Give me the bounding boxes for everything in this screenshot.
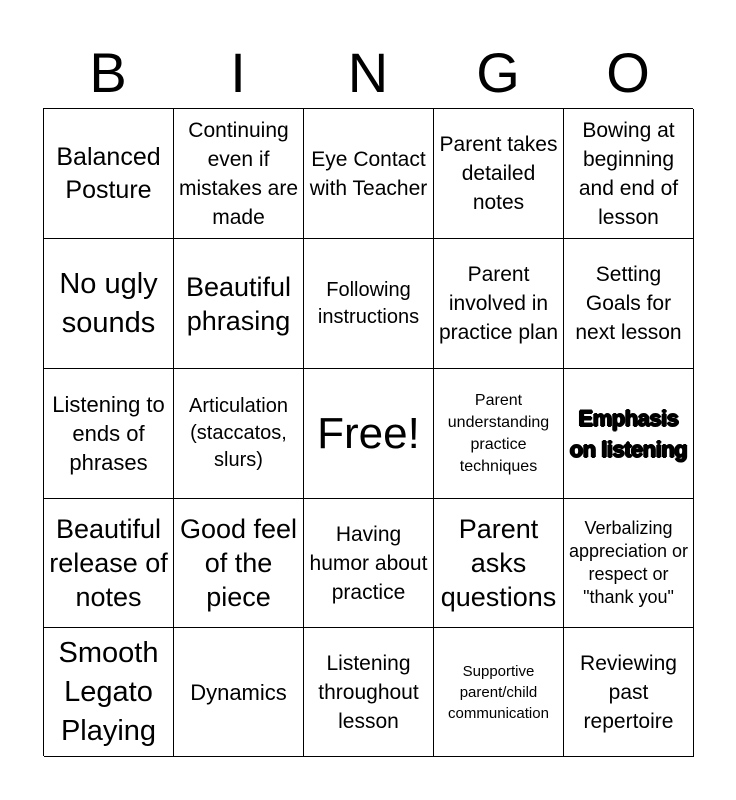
bingo-cell[interactable] <box>304 239 434 369</box>
free-space-label: Free! <box>317 408 420 458</box>
cell-label: Following instructions <box>317 278 420 328</box>
bingo-cell[interactable] <box>434 239 564 369</box>
bingo-cell[interactable] <box>174 239 304 369</box>
header-letter-b: B <box>89 41 127 104</box>
bingo-cell[interactable] <box>564 369 694 499</box>
bingo-cell[interactable] <box>564 499 694 628</box>
header-letter-g: G <box>476 41 520 104</box>
cell-label: Setting Goals for next lesson <box>575 263 682 344</box>
cell-label: Beautiful phrasing <box>185 271 292 336</box>
cell-label: Bowing at beginning and end of lesson <box>578 118 679 229</box>
cell-label: Parent understanding practice techniques <box>447 391 550 475</box>
header-letter-i: I <box>230 41 246 104</box>
cell-label: Listening to ends of phrases <box>52 392 165 475</box>
free-space-cell[interactable] <box>304 369 434 499</box>
bingo-cell[interactable] <box>304 628 434 757</box>
cell-label: Supportive parent/child communication <box>448 662 549 722</box>
bingo-cell[interactable] <box>564 239 694 369</box>
bingo-cell[interactable] <box>44 369 174 499</box>
cell-label: Parent takes detailed notes <box>439 133 558 214</box>
bingo-cell[interactable] <box>44 628 174 757</box>
bingo-cell[interactable] <box>174 499 304 628</box>
cell-label: Beautiful release of notes <box>49 514 168 612</box>
cell-label: Listening throughout lesson <box>318 651 419 733</box>
cell-label: Eye Contact with Teacher <box>309 147 428 200</box>
cell-label: Parent involved in practice plan <box>438 263 559 344</box>
cell-label: Having humor about practice <box>309 522 428 604</box>
header-letter-n: N <box>347 41 389 104</box>
cell-label: Dynamics <box>190 679 287 705</box>
cell-label: No ugly sounds <box>59 267 158 339</box>
header-letter-o: O <box>606 41 650 104</box>
cell-label: Balanced Posture <box>56 142 161 204</box>
cell-label: Articulation (staccatos, slurs) <box>189 395 288 471</box>
bingo-cell[interactable] <box>304 109 434 239</box>
bingo-cell[interactable] <box>434 109 564 239</box>
cell-label: Reviewing past repertoire <box>580 651 677 733</box>
cell-label: Continuing even if mistakes are made <box>178 118 299 229</box>
cell-label: Emphasis on listening <box>569 405 688 462</box>
bingo-cell[interactable] <box>434 369 564 499</box>
cell-label: Smooth Legato Playing <box>58 636 159 747</box>
bingo-cell[interactable] <box>564 109 694 239</box>
cell-label: Parent asks questions <box>440 514 557 612</box>
bingo-cell[interactable] <box>304 499 434 628</box>
bingo-grid <box>43 108 693 756</box>
cell-label: Verbalizing appreciation or respect or "thank you" <box>568 518 689 607</box>
bingo-cell[interactable] <box>44 239 174 369</box>
bingo-cell[interactable] <box>174 628 304 757</box>
bingo-cell[interactable] <box>44 109 174 239</box>
cell-label: Good feel of the piece <box>179 514 298 612</box>
bingo-cell[interactable] <box>564 628 694 757</box>
bingo-cell[interactable] <box>174 109 304 239</box>
bingo-cell[interactable] <box>174 369 304 499</box>
bingo-cell[interactable] <box>434 628 564 757</box>
bingo-header <box>43 38 693 108</box>
bingo-cell[interactable] <box>434 499 564 628</box>
bingo-cell[interactable] <box>44 499 174 628</box>
